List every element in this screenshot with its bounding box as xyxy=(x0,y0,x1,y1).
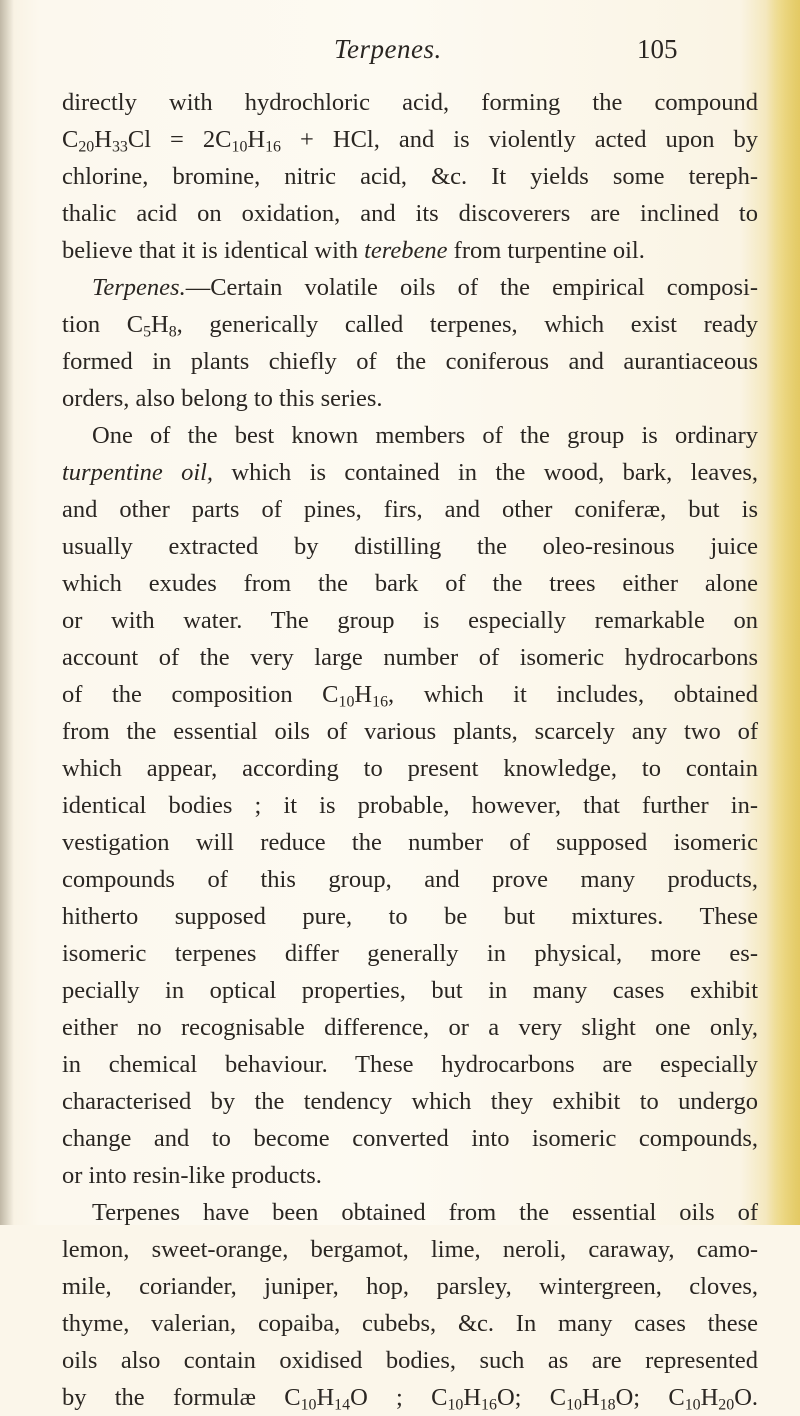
text-line: vestigation will reduce the number of supposed isomeric xyxy=(62,829,758,856)
text-line: formed in plants chiefly of the coniferous and aurantiaceous xyxy=(62,348,758,375)
italic-term: turpentine oil, xyxy=(62,459,214,486)
page-binding-shadow xyxy=(0,0,14,1225)
text-line: isomeric terpenes differ generally in physical, more es- xyxy=(62,940,758,967)
text-line: either no recognisable difference, or a very slight one only, xyxy=(62,1014,758,1041)
text-line: in chemical behaviour. These hydrocarbons are especially xyxy=(62,1051,758,1078)
text-line: tion $C_5H_8$, generically called terpenes, which exist ready xyxy=(62,311,758,341)
text-line: chlorine, bromine, nitric acid, &c. It yields some tereph- xyxy=(62,163,758,190)
text-line: of the composition $C_{10}H_{16}$, which it includes, obtained xyxy=(62,681,758,711)
running-head: Terpenes. xyxy=(334,34,442,64)
page-edge-discoloration xyxy=(766,0,800,1225)
text-line: hitherto supposed pure, to be but mixtures. These xyxy=(62,903,758,930)
text-line: directly with hydrochloric acid, forming the compound xyxy=(62,89,758,116)
text-line: characterised by the tendency which they exhibit to undergo xyxy=(62,1088,758,1115)
text-line: turpentine oil, which is contained in the wood, bark, leaves, xyxy=(62,459,758,486)
text-line: usually extracted by distilling the oleo-resinous juice xyxy=(62,533,758,560)
section-heading-line: Terpenes.—Certain volatile oils of the empirical composi- xyxy=(92,274,758,301)
text-line: which appear, according to present knowledge, to contain xyxy=(62,755,758,782)
text-line: or into resin-like products. xyxy=(62,1162,322,1189)
text-line: from the essential oils of various plants, scarcely any two of xyxy=(62,718,758,745)
text-line: Terpenes have been obtained from the essential oils of xyxy=(92,1199,758,1226)
text-line: change and to become converted into isomeric compounds, xyxy=(62,1125,758,1152)
text-line: which exudes from the bark of the trees either alone xyxy=(62,570,758,597)
text-line: believe that it is identical with terebene from turpentine oil. xyxy=(62,237,645,264)
text-line: and other parts of pines, firs, and other coniferæ, but is xyxy=(62,496,758,523)
text-line: by the formulæ $C_{10}H_{14}O$ ; $C_{10}H_{16}O$; $C_{10}H_{18}O$; $C_{10}H_{20}O$. xyxy=(62,1384,759,1414)
text-line: identical bodies ; it is probable, however, that further in- xyxy=(62,792,758,819)
section-heading: Terpenes. xyxy=(92,274,186,301)
text-line: oils also contain oxidised bodies, such as are represented xyxy=(62,1347,758,1374)
text-line: thalic acid on oxidation, and its discoverers are inclined to xyxy=(62,200,758,227)
page-header xyxy=(0,34,800,74)
text-line: $C_{20}H_{33}Cl = 2C_{10}H_{16}$ + HCl, and is violently acted upon by xyxy=(62,126,759,156)
text-line: compounds of this group, and prove many products, xyxy=(62,866,758,893)
text-line: One of the best known members of the group is ordinary xyxy=(92,422,758,449)
text-line: or with water. The group is especially remarkable on xyxy=(62,607,758,634)
text-line: account of the very large number of isomeric hydrocarbons xyxy=(62,644,758,671)
text-line: pecially in optical properties, but in many cases exhibit xyxy=(62,977,758,1004)
body-text xyxy=(62,84,758,1416)
italic-term: terebene xyxy=(364,237,448,264)
page-number: 105 xyxy=(637,34,678,64)
text-line: mile, coriander, juniper, hop, parsley, wintergreen, cloves, xyxy=(62,1273,758,1300)
text-line: orders, also belong to this series. xyxy=(62,385,383,412)
text-line: lemon, sweet-orange, bergamot, lime, neroli, caraway, camo- xyxy=(62,1236,758,1263)
text-line: thyme, valerian, copaiba, cubebs, &c. In many cases these xyxy=(62,1310,758,1337)
